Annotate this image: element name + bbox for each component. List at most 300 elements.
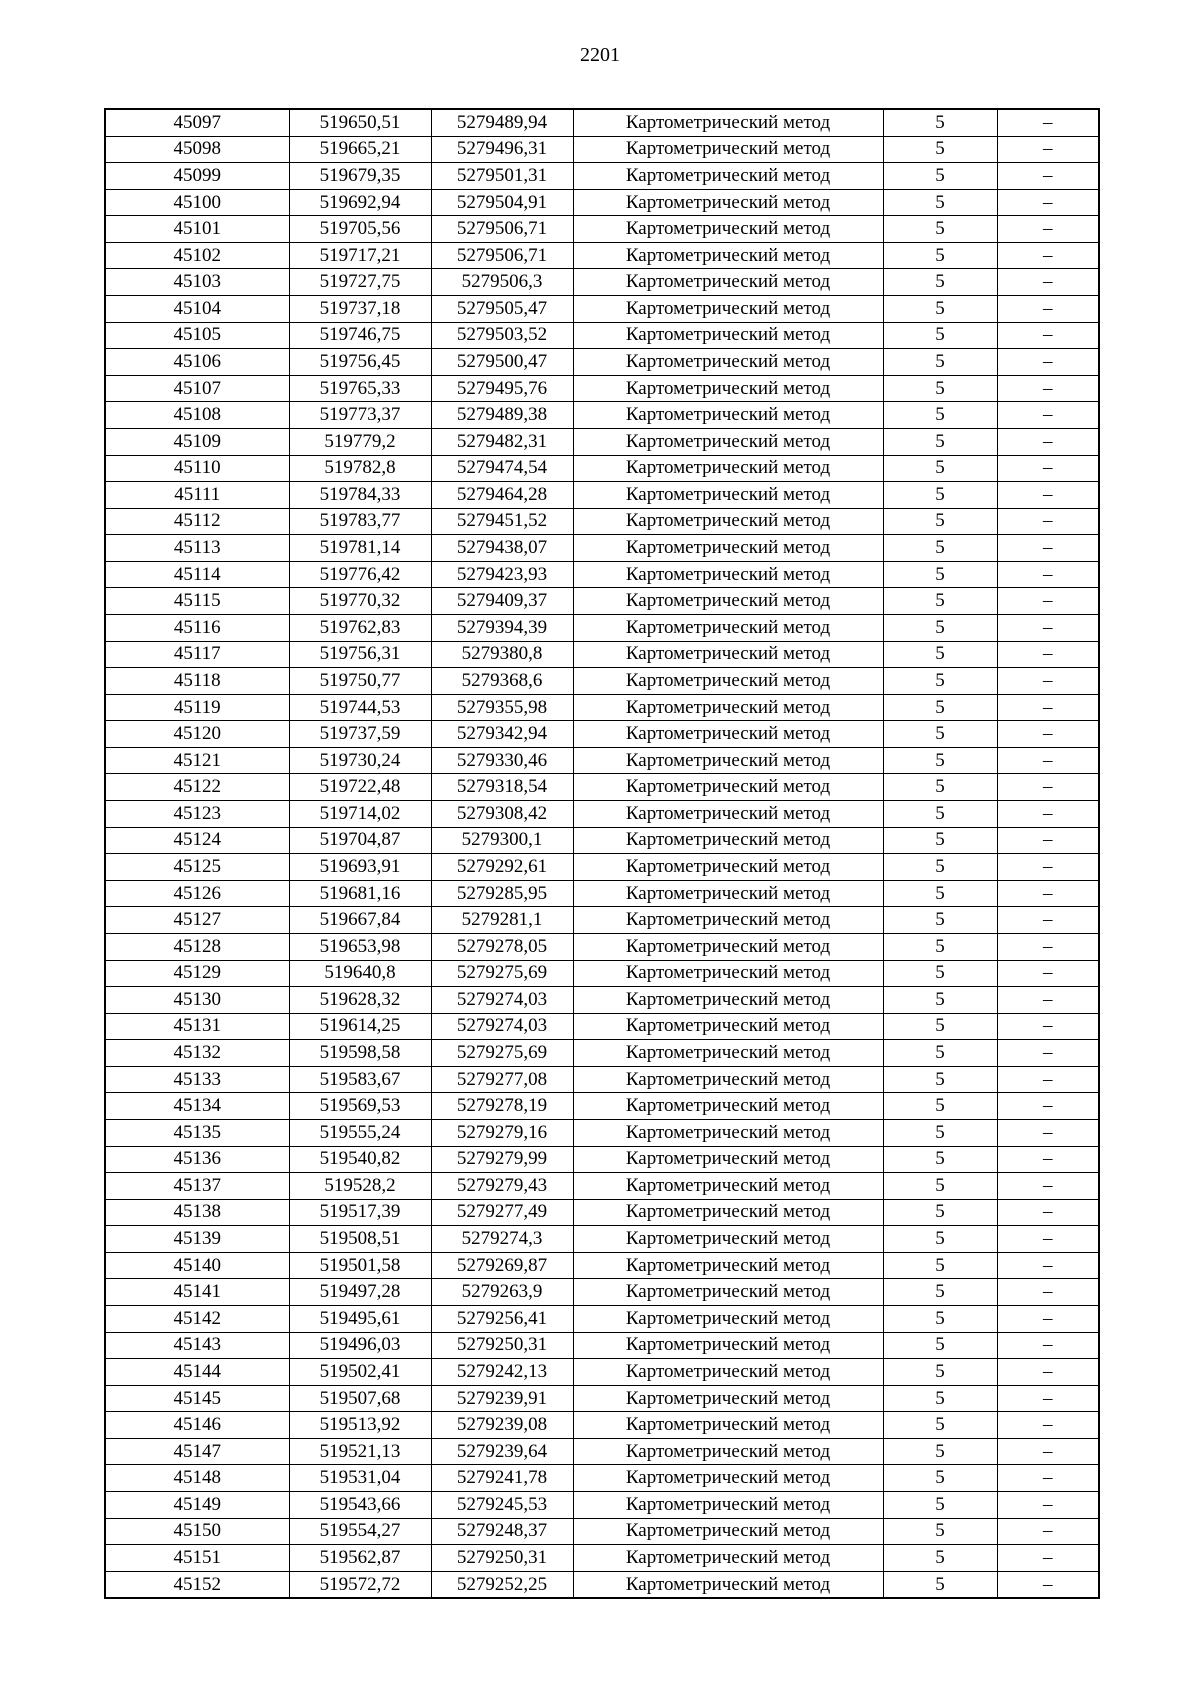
y-coordinate-cell: 5279496,31 <box>431 136 573 163</box>
description-cell: – <box>997 375 1099 402</box>
point-number-cell: 45118 <box>105 668 289 695</box>
table-row <box>105 1412 1099 1439</box>
description-cell: – <box>997 960 1099 987</box>
accuracy-cell: 5 <box>883 1093 997 1120</box>
point-number-cell: 45134 <box>105 1093 289 1120</box>
point-number-cell: 45137 <box>105 1173 289 1200</box>
table-row <box>105 402 1099 429</box>
y-coordinate-cell: 5279330,46 <box>431 747 573 774</box>
description-cell: – <box>997 747 1099 774</box>
description-cell: – <box>997 614 1099 641</box>
y-coordinate-cell: 5279278,05 <box>431 933 573 960</box>
y-coordinate-cell: 5279423,93 <box>431 561 573 588</box>
method-cell: Картометрический метод <box>573 801 883 828</box>
method-cell: Картометрический метод <box>573 1013 883 1040</box>
y-coordinate-cell: 5279250,31 <box>431 1332 573 1359</box>
accuracy-cell: 5 <box>883 747 997 774</box>
description-cell: – <box>997 1199 1099 1226</box>
description-cell: – <box>997 296 1099 323</box>
description-cell: – <box>997 1545 1099 1572</box>
point-number-cell: 45147 <box>105 1438 289 1465</box>
point-number-cell: 45124 <box>105 827 289 854</box>
table-row <box>105 1545 1099 1572</box>
y-coordinate-cell: 5279256,41 <box>431 1306 573 1333</box>
method-cell: Картометрический метод <box>573 1199 883 1226</box>
table-row <box>105 163 1099 190</box>
table-row <box>105 933 1099 960</box>
x-coordinate-cell: 519667,84 <box>289 907 431 934</box>
table-row <box>105 189 1099 216</box>
table-row <box>105 801 1099 828</box>
point-number-cell: 45127 <box>105 907 289 934</box>
method-cell: Картометрический метод <box>573 322 883 349</box>
method-cell: Картометрический метод <box>573 163 883 190</box>
description-cell: – <box>997 1040 1099 1067</box>
table-row <box>105 1119 1099 1146</box>
point-number-cell: 45110 <box>105 455 289 482</box>
accuracy-cell: 5 <box>883 322 997 349</box>
y-coordinate-cell: 5279274,03 <box>431 987 573 1014</box>
x-coordinate-cell: 519776,42 <box>289 561 431 588</box>
x-coordinate-cell: 519497,28 <box>289 1279 431 1306</box>
y-coordinate-cell: 5279482,31 <box>431 428 573 455</box>
description-cell: – <box>997 801 1099 828</box>
y-coordinate-cell: 5279380,8 <box>431 641 573 668</box>
method-cell: Картометрический метод <box>573 907 883 934</box>
accuracy-cell: 5 <box>883 694 997 721</box>
accuracy-cell: 5 <box>883 1173 997 1200</box>
table-row <box>105 1492 1099 1519</box>
method-cell: Картометрический метод <box>573 1465 883 1492</box>
accuracy-cell: 5 <box>883 535 997 562</box>
accuracy-cell: 5 <box>883 1066 997 1093</box>
point-number-cell: 45100 <box>105 189 289 216</box>
table-row <box>105 428 1099 455</box>
accuracy-cell: 5 <box>883 1545 997 1572</box>
point-number-cell: 45141 <box>105 1279 289 1306</box>
point-number-cell: 45140 <box>105 1252 289 1279</box>
accuracy-cell: 5 <box>883 1252 997 1279</box>
y-coordinate-cell: 5279464,28 <box>431 482 573 509</box>
y-coordinate-cell: 5279489,38 <box>431 402 573 429</box>
point-number-cell: 45132 <box>105 1040 289 1067</box>
description-cell: – <box>997 109 1099 136</box>
point-number-cell: 45139 <box>105 1226 289 1253</box>
accuracy-cell: 5 <box>883 1306 997 1333</box>
y-coordinate-cell: 5279239,91 <box>431 1385 573 1412</box>
table-row <box>105 242 1099 269</box>
description-cell: – <box>997 455 1099 482</box>
y-coordinate-cell: 5279505,47 <box>431 296 573 323</box>
method-cell: Картометрический метод <box>573 482 883 509</box>
description-cell: – <box>997 1412 1099 1439</box>
x-coordinate-cell: 519540,82 <box>289 1146 431 1173</box>
point-number-cell: 45126 <box>105 880 289 907</box>
y-coordinate-cell: 5279285,95 <box>431 880 573 907</box>
y-coordinate-cell: 5279355,98 <box>431 694 573 721</box>
method-cell: Картометрический метод <box>573 428 883 455</box>
point-number-cell: 45142 <box>105 1306 289 1333</box>
table-row <box>105 269 1099 296</box>
y-coordinate-cell: 5279277,08 <box>431 1066 573 1093</box>
x-coordinate-cell: 519773,37 <box>289 402 431 429</box>
x-coordinate-cell: 519730,24 <box>289 747 431 774</box>
point-number-cell: 45149 <box>105 1492 289 1519</box>
table-row <box>105 136 1099 163</box>
accuracy-cell: 5 <box>883 1332 997 1359</box>
point-number-cell: 45104 <box>105 296 289 323</box>
description-cell: – <box>997 1146 1099 1173</box>
point-number-cell: 45098 <box>105 136 289 163</box>
description-cell: – <box>997 641 1099 668</box>
method-cell: Картометрический метод <box>573 987 883 1014</box>
accuracy-cell: 5 <box>883 1146 997 1173</box>
x-coordinate-cell: 519496,03 <box>289 1332 431 1359</box>
description-cell: – <box>997 216 1099 243</box>
y-coordinate-cell: 5279500,47 <box>431 349 573 376</box>
table-row <box>105 747 1099 774</box>
x-coordinate-cell: 519679,35 <box>289 163 431 190</box>
y-coordinate-cell: 5279506,71 <box>431 216 573 243</box>
x-coordinate-cell: 519507,68 <box>289 1385 431 1412</box>
x-coordinate-cell: 519784,33 <box>289 482 431 509</box>
y-coordinate-cell: 5279501,31 <box>431 163 573 190</box>
table-row <box>105 1518 1099 1545</box>
table-row <box>105 296 1099 323</box>
accuracy-cell: 5 <box>883 402 997 429</box>
description-cell: – <box>997 588 1099 615</box>
x-coordinate-cell: 519562,87 <box>289 1545 431 1572</box>
table-row <box>105 1226 1099 1253</box>
point-number-cell: 45135 <box>105 1119 289 1146</box>
description-cell: – <box>997 482 1099 509</box>
table-row <box>105 668 1099 695</box>
description-cell: – <box>997 163 1099 190</box>
table-row <box>105 508 1099 535</box>
point-number-cell: 45133 <box>105 1066 289 1093</box>
x-coordinate-cell: 519501,58 <box>289 1252 431 1279</box>
x-coordinate-cell: 519737,59 <box>289 721 431 748</box>
table-row <box>105 1252 1099 1279</box>
table-row <box>105 854 1099 881</box>
y-coordinate-cell: 5279263,9 <box>431 1279 573 1306</box>
point-number-cell: 45106 <box>105 349 289 376</box>
y-coordinate-cell: 5279242,13 <box>431 1359 573 1386</box>
point-number-cell: 45123 <box>105 801 289 828</box>
point-number-cell: 45152 <box>105 1571 289 1598</box>
table-row <box>105 1173 1099 1200</box>
x-coordinate-cell: 519727,75 <box>289 269 431 296</box>
y-coordinate-cell: 5279506,3 <box>431 269 573 296</box>
y-coordinate-cell: 5279239,64 <box>431 1438 573 1465</box>
accuracy-cell: 5 <box>883 508 997 535</box>
point-number-cell: 45146 <box>105 1412 289 1439</box>
table-row <box>105 1279 1099 1306</box>
description-cell: – <box>997 322 1099 349</box>
accuracy-cell: 5 <box>883 774 997 801</box>
y-coordinate-cell: 5279308,42 <box>431 801 573 828</box>
table-row <box>105 907 1099 934</box>
accuracy-cell: 5 <box>883 1199 997 1226</box>
x-coordinate-cell: 519770,32 <box>289 588 431 615</box>
description-cell: – <box>997 1226 1099 1253</box>
description-cell: – <box>997 1571 1099 1598</box>
method-cell: Картометрический метод <box>573 296 883 323</box>
accuracy-cell: 5 <box>883 933 997 960</box>
method-cell: Картометрический метод <box>573 774 883 801</box>
accuracy-cell: 5 <box>883 296 997 323</box>
method-cell: Картометрический метод <box>573 1146 883 1173</box>
accuracy-cell: 5 <box>883 136 997 163</box>
x-coordinate-cell: 519750,77 <box>289 668 431 695</box>
table-row <box>105 322 1099 349</box>
accuracy-cell: 5 <box>883 1119 997 1146</box>
description-cell: – <box>997 402 1099 429</box>
y-coordinate-cell: 5279279,99 <box>431 1146 573 1173</box>
y-coordinate-cell: 5279506,71 <box>431 242 573 269</box>
x-coordinate-cell: 519704,87 <box>289 827 431 854</box>
method-cell: Картометрический метод <box>573 614 883 641</box>
x-coordinate-cell: 519572,72 <box>289 1571 431 1598</box>
x-coordinate-cell: 519554,27 <box>289 1518 431 1545</box>
method-cell: Картометрический метод <box>573 960 883 987</box>
x-coordinate-cell: 519650,51 <box>289 109 431 136</box>
y-coordinate-cell: 5279279,16 <box>431 1119 573 1146</box>
method-cell: Картометрический метод <box>573 508 883 535</box>
method-cell: Картометрический метод <box>573 1279 883 1306</box>
table-row <box>105 1146 1099 1173</box>
table-row <box>105 1093 1099 1120</box>
description-cell: – <box>997 1173 1099 1200</box>
accuracy-cell: 5 <box>883 269 997 296</box>
point-number-cell: 45103 <box>105 269 289 296</box>
x-coordinate-cell: 519756,45 <box>289 349 431 376</box>
method-cell: Картометрический метод <box>573 668 883 695</box>
description-cell: – <box>997 933 1099 960</box>
x-coordinate-cell: 519692,94 <box>289 189 431 216</box>
y-coordinate-cell: 5279241,78 <box>431 1465 573 1492</box>
description-cell: – <box>997 1279 1099 1306</box>
point-number-cell: 45125 <box>105 854 289 881</box>
description-cell: – <box>997 428 1099 455</box>
table-row <box>105 641 1099 668</box>
point-number-cell: 45113 <box>105 535 289 562</box>
accuracy-cell: 5 <box>883 854 997 881</box>
table-row <box>105 482 1099 509</box>
point-number-cell: 45120 <box>105 721 289 748</box>
y-coordinate-cell: 5279300,1 <box>431 827 573 854</box>
method-cell: Картометрический метод <box>573 1066 883 1093</box>
table-row <box>105 109 1099 136</box>
description-cell: – <box>997 1013 1099 1040</box>
table-row <box>105 614 1099 641</box>
accuracy-cell: 5 <box>883 482 997 509</box>
point-number-cell: 45129 <box>105 960 289 987</box>
accuracy-cell: 5 <box>883 880 997 907</box>
method-cell: Картометрический метод <box>573 1226 883 1253</box>
accuracy-cell: 5 <box>883 216 997 243</box>
point-number-cell: 45136 <box>105 1146 289 1173</box>
accuracy-cell: 5 <box>883 1492 997 1519</box>
point-number-cell: 45144 <box>105 1359 289 1386</box>
y-coordinate-cell: 5279279,43 <box>431 1173 573 1200</box>
point-number-cell: 45114 <box>105 561 289 588</box>
x-coordinate-cell: 519762,83 <box>289 614 431 641</box>
accuracy-cell: 5 <box>883 907 997 934</box>
y-coordinate-cell: 5279495,76 <box>431 375 573 402</box>
x-coordinate-cell: 519521,13 <box>289 1438 431 1465</box>
method-cell: Картометрический метод <box>573 455 883 482</box>
method-cell: Картометрический метод <box>573 721 883 748</box>
method-cell: Картометрический метод <box>573 1385 883 1412</box>
accuracy-cell: 5 <box>883 588 997 615</box>
table-row <box>105 827 1099 854</box>
accuracy-cell: 5 <box>883 1226 997 1253</box>
x-coordinate-cell: 519693,91 <box>289 854 431 881</box>
method-cell: Картометрический метод <box>573 1332 883 1359</box>
method-cell: Картометрический метод <box>573 880 883 907</box>
y-coordinate-cell: 5279489,94 <box>431 109 573 136</box>
accuracy-cell: 5 <box>883 1385 997 1412</box>
y-coordinate-cell: 5279277,49 <box>431 1199 573 1226</box>
y-coordinate-cell: 5279438,07 <box>431 535 573 562</box>
method-cell: Картометрический метод <box>573 189 883 216</box>
method-cell: Картометрический метод <box>573 1040 883 1067</box>
y-coordinate-cell: 5279252,25 <box>431 1571 573 1598</box>
table-row <box>105 1359 1099 1386</box>
description-cell: – <box>997 1332 1099 1359</box>
description-cell: – <box>997 1438 1099 1465</box>
point-number-cell: 45121 <box>105 747 289 774</box>
method-cell: Картометрический метод <box>573 641 883 668</box>
point-number-cell: 45143 <box>105 1332 289 1359</box>
description-cell: – <box>997 242 1099 269</box>
table-row <box>105 535 1099 562</box>
method-cell: Картометрический метод <box>573 1252 883 1279</box>
method-cell: Картометрический метод <box>573 535 883 562</box>
point-number-cell: 45138 <box>105 1199 289 1226</box>
description-cell: – <box>997 987 1099 1014</box>
x-coordinate-cell: 519569,53 <box>289 1093 431 1120</box>
point-number-cell: 45109 <box>105 428 289 455</box>
x-coordinate-cell: 519782,8 <box>289 455 431 482</box>
method-cell: Картометрический метод <box>573 1173 883 1200</box>
description-cell: – <box>997 668 1099 695</box>
accuracy-cell: 5 <box>883 1013 997 1040</box>
x-coordinate-cell: 519583,67 <box>289 1066 431 1093</box>
table-row <box>105 349 1099 376</box>
description-cell: – <box>997 880 1099 907</box>
method-cell: Картометрический метод <box>573 1119 883 1146</box>
accuracy-cell: 5 <box>883 375 997 402</box>
accuracy-cell: 5 <box>883 1412 997 1439</box>
description-cell: – <box>997 774 1099 801</box>
method-cell: Картометрический метод <box>573 1359 883 1386</box>
description-cell: – <box>997 561 1099 588</box>
description-cell: – <box>997 1252 1099 1279</box>
description-cell: – <box>997 1465 1099 1492</box>
method-cell: Картометрический метод <box>573 242 883 269</box>
description-cell: – <box>997 189 1099 216</box>
method-cell: Картометрический метод <box>573 136 883 163</box>
accuracy-cell: 5 <box>883 801 997 828</box>
method-cell: Картометрический метод <box>573 933 883 960</box>
method-cell: Картометрический метод <box>573 375 883 402</box>
y-coordinate-cell: 5279394,39 <box>431 614 573 641</box>
x-coordinate-cell: 519665,21 <box>289 136 431 163</box>
accuracy-cell: 5 <box>883 1465 997 1492</box>
table-row <box>105 1332 1099 1359</box>
method-cell: Картометрический метод <box>573 694 883 721</box>
description-cell: – <box>997 1119 1099 1146</box>
accuracy-cell: 5 <box>883 960 997 987</box>
table-row <box>105 561 1099 588</box>
table-row <box>105 960 1099 987</box>
x-coordinate-cell: 519765,33 <box>289 375 431 402</box>
table-row <box>105 1438 1099 1465</box>
point-number-cell: 45128 <box>105 933 289 960</box>
x-coordinate-cell: 519714,02 <box>289 801 431 828</box>
description-cell: – <box>997 827 1099 854</box>
point-number-cell: 45115 <box>105 588 289 615</box>
accuracy-cell: 5 <box>883 1571 997 1598</box>
description-cell: – <box>997 854 1099 881</box>
x-coordinate-cell: 519781,14 <box>289 535 431 562</box>
point-number-cell: 45145 <box>105 1385 289 1412</box>
x-coordinate-cell: 519555,24 <box>289 1119 431 1146</box>
x-coordinate-cell: 519717,21 <box>289 242 431 269</box>
accuracy-cell: 5 <box>883 1279 997 1306</box>
table-row <box>105 1040 1099 1067</box>
x-coordinate-cell: 519531,04 <box>289 1465 431 1492</box>
y-coordinate-cell: 5279451,52 <box>431 508 573 535</box>
description-cell: – <box>997 535 1099 562</box>
method-cell: Картометрический метод <box>573 1492 883 1519</box>
point-number-cell: 45107 <box>105 375 289 402</box>
table-row <box>105 1066 1099 1093</box>
y-coordinate-cell: 5279503,52 <box>431 322 573 349</box>
x-coordinate-cell: 519517,39 <box>289 1199 431 1226</box>
x-coordinate-cell: 519722,48 <box>289 774 431 801</box>
point-number-cell: 45131 <box>105 1013 289 1040</box>
y-coordinate-cell: 5279278,19 <box>431 1093 573 1120</box>
accuracy-cell: 5 <box>883 1040 997 1067</box>
description-cell: – <box>997 136 1099 163</box>
table-row <box>105 216 1099 243</box>
y-coordinate-cell: 5279281,1 <box>431 907 573 934</box>
description-cell: – <box>997 907 1099 934</box>
method-cell: Картометрический метод <box>573 402 883 429</box>
x-coordinate-cell: 519513,92 <box>289 1412 431 1439</box>
accuracy-cell: 5 <box>883 189 997 216</box>
method-cell: Картометрический метод <box>573 269 883 296</box>
y-coordinate-cell: 5279275,69 <box>431 1040 573 1067</box>
method-cell: Картометрический метод <box>573 349 883 376</box>
table-row <box>105 1465 1099 1492</box>
x-coordinate-cell: 519614,25 <box>289 1013 431 1040</box>
x-coordinate-cell: 519744,53 <box>289 694 431 721</box>
point-number-cell: 45119 <box>105 694 289 721</box>
accuracy-cell: 5 <box>883 721 997 748</box>
method-cell: Картометрический метод <box>573 1306 883 1333</box>
accuracy-cell: 5 <box>883 349 997 376</box>
coordinates-table <box>104 108 1100 1599</box>
y-coordinate-cell: 5279250,31 <box>431 1545 573 1572</box>
y-coordinate-cell: 5279274,3 <box>431 1226 573 1253</box>
x-coordinate-cell: 519681,16 <box>289 880 431 907</box>
x-coordinate-cell: 519495,61 <box>289 1306 431 1333</box>
table-row <box>105 588 1099 615</box>
